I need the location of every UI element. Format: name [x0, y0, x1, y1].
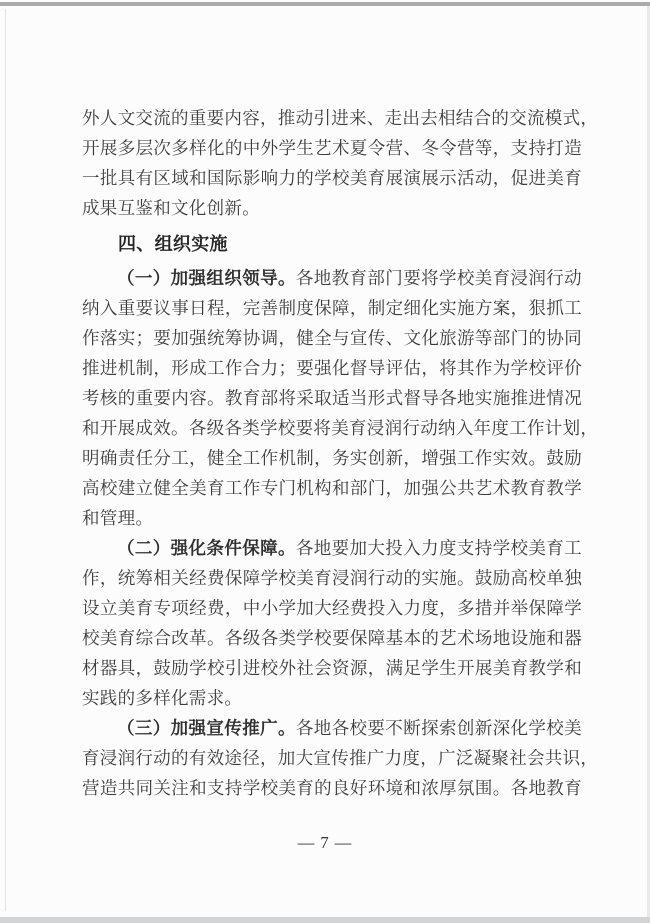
- text-line: 高校建立健全美育工作专门机构和部门，加强公共艺术教育教学: [82, 478, 582, 498]
- text-line: 营造共同关注和支持学校美育的良好环境和浓厚氛围。各地教育: [82, 778, 582, 798]
- text-line: 开展多层次多样化的中外学生艺术夏令营、冬令营等，支持打造: [82, 138, 582, 158]
- paragraph-lead-bold: （一）加强组织领导。: [117, 268, 296, 288]
- text-line: 材器具，鼓励学校引进校外社会资源，满足学生开展美育教学和: [82, 658, 582, 678]
- text-line: （三）加强宣传推广。各地各校要不断探索创新深化学校美: [117, 718, 582, 738]
- text-line: 外人文交流的重要内容，推动引进来、走出去相结合的交流模式，: [82, 108, 599, 128]
- text-line: 校美育综合改革。各级各类学校要保障基本的艺术场地设施和器: [82, 628, 582, 648]
- text-line: 和开展成效。各级各类学校要将美育浸润行动纳入年度工作计划，: [82, 418, 599, 438]
- text-line: 推进机制，形成工作合力；要强化督导评估，将其作为学校评价: [82, 358, 582, 378]
- text-line: 一批具有区域和国际影响力的学校美育展演展示活动，促进美育: [82, 168, 582, 188]
- text-line: 成果互鉴和文化创新。: [82, 198, 260, 218]
- scan-edge-bottom: [0, 917, 650, 923]
- text-line: 明确责任分工，健全工作机制，务实创新，增强工作实效。鼓励: [82, 448, 582, 468]
- text-line: 纳入重要议事日程，完善制度保障，制定细化实施方案，狠抓工: [82, 298, 582, 318]
- page-number: — 7 —: [297, 833, 353, 852]
- text-line: 考核的重要内容。教育部将采取适当形式督导各地实施推进情况: [82, 388, 582, 408]
- text-line: 育浸润行动的有效途径，加大宣传推广力度，广泛凝聚社会共识，: [82, 748, 599, 768]
- text-line: 设立美育专项经费，中小学加大经费投入力度，多措并举保障学: [82, 598, 582, 618]
- paragraph-lead-bold: （二）强化条件保障。: [117, 538, 296, 558]
- text-line: （一）加强组织领导。各地教育部门要将学校美育浸润行动: [117, 268, 582, 288]
- paragraph-lead-bold: （三）加强宣传推广。: [117, 718, 296, 738]
- section-heading: 四、组织实施: [118, 234, 228, 254]
- text-line: 作，统筹相关经费保障学校美育浸润行动的实施。鼓励高校单独: [82, 568, 582, 588]
- scan-edge-top: [0, 2, 650, 6]
- document-body: [82, 103, 599, 803]
- text-line: 和管理。: [82, 508, 154, 528]
- text-line: （二）强化条件保障。各地要加大投入力度支持学校美育工: [117, 538, 582, 558]
- text-line: 作落实；要加强统筹协调，健全与宣传、文化旅游等部门的协同: [82, 328, 582, 348]
- scan-edge-left: [5, 9, 6, 911]
- text-line: 实践的多样化需求。: [82, 688, 243, 708]
